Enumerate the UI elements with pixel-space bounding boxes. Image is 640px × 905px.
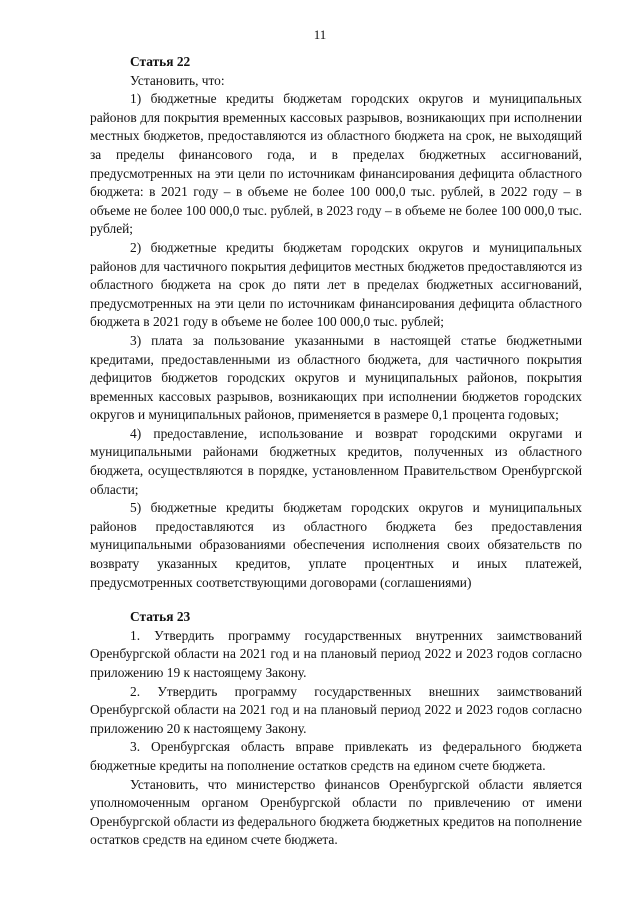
article-22-item-3: 3) плата за пользование указанными в настоящей статье бюджетными кредитами, предоставленными из областного бюджета, для частичного покрытия дефицитов бюджетов городских округов и муниципальных районов, покрытия временных кассовых разрывов, возникающих при исполнении бюджетов городских округов и муниципальных районов, применяется в размере 0,1 процента годовых; [90,332,582,423]
article-22-item-4: 4) предоставление, использование и возврат городскими округами и муниципальными районами бюджетных кредитов, полученных из областного бюджета, осуществляются в порядке, установленном Правительством Оренбургской области; [90,425,582,497]
document-body [90,53,582,850]
article-23-item-3: 3. Оренбургская область вправе привлекать из федерального бюджета бюджетные кредиты на пополнение остатков средств на едином счете бюджета. [90,739,582,773]
article-22-intro: Установить, что: [130,72,225,88]
article-23-heading: Статья 23 [130,609,191,625]
article-22-item-5: 5) бюджетные кредиты бюджетам городских округов и муниципальных районов предоставляются из областного бюджета без предоставления муниципальными образованиями обеспечения исполнения своих обязательств по возврату указанных кредитов, уплате процентных и иных платежей, предусмотренных соответствующими договорами (соглашениями) [90,500,582,590]
article-23-item-1: 1. Утвердить программу государственных внутренних заимствований Оренбургской области на 2021 год и на плановый период 2022 и 2023 годов согласно приложению 19 к настоящему Закону. [90,627,582,680]
section-spacer [90,592,582,608]
page-number: 11 [313,27,327,42]
article-23-paragraph-authority: Установить, что министерство финансов Оренбургской области является уполномоченным органом Оренбургской области по привлечению от имени Оренбургской области из федерального бюджета бюджетных кредитов на пополнение остатков средств на едином счете бюджета. [90,776,582,848]
article-22-item-2: 2) бюджетные кредиты бюджетам городских округов и муниципальных районов для частичного покрытия дефицитов местных бюджетов предоставляются из областного бюджета на срок до пяти лет в пределах бюджетных ассигнований, предусмотренных на эти цели по источникам финансирования дефицита областного бюджета в 2021 году в объеме не более 100 000,0 тыс. рублей; [90,239,582,330]
article-22-heading: Статья 22 [130,54,191,69]
article-22-item-1: 1) бюджетные кредиты бюджетам городских округов и муниципальных районов для покрытия временных кассовых разрывов, возникающих при исполнении местных бюджетов, предоставляются из областного бюджета на срок, не выходящий за пределы финансового года, и в пределах бюджетных ассигнований, предусмотренных на эти цели по источникам финансирования дефицита областного бюджета: в 2021 году – в объеме не более 100 000,0 тыс. рублей, в 2022 году – в объеме не более 100 000,0 тыс. рублей, в 2023 году – в объеме не более 100 000,0 тыс. рублей; [90,91,582,237]
article-23-item-2: 2. Утвердить программу государственных внешних заимствований Оренбургской области на 2021 год и на плановый период 2022 и 2023 годов согласно приложению 20 к настоящему Закону. [90,683,582,736]
